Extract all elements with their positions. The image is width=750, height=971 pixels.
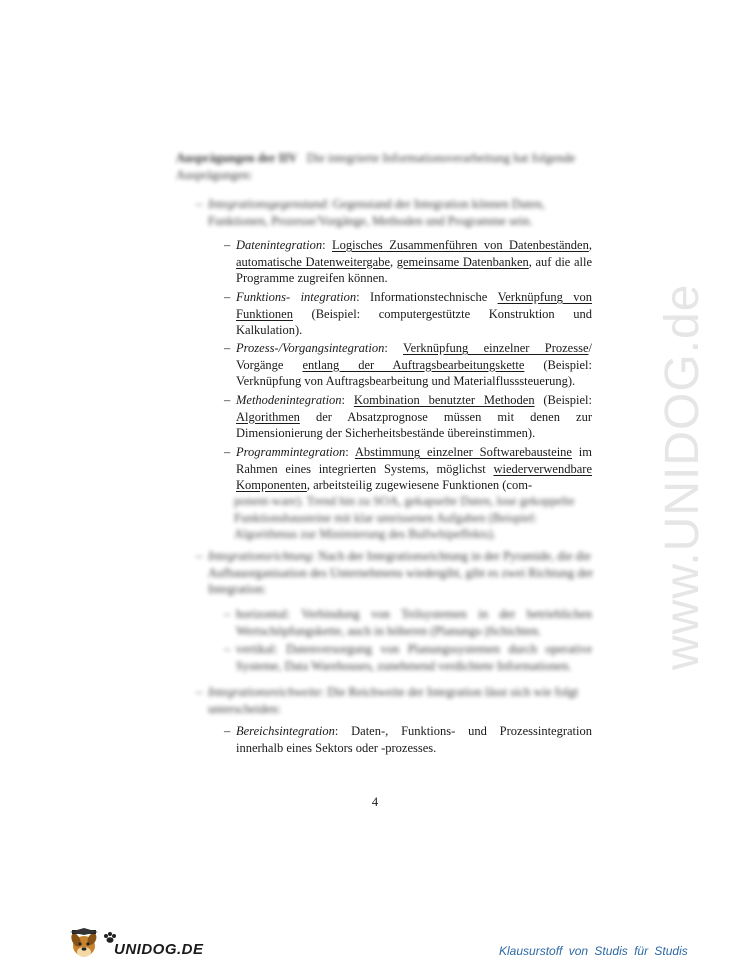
underlined-phrase: Verknüpfung von Funktionen xyxy=(236,290,592,321)
item-text: (Beispiel: xyxy=(534,393,592,407)
dash: – xyxy=(196,197,203,211)
intro-heading: Ausprägungen der IIV xyxy=(176,151,298,165)
intro-text: Die integrierte Informationsverarbeitung hat folgende Ausprägungen: xyxy=(176,151,576,182)
underlined-phrase: Abstimmung einzelner Softwarebausteine xyxy=(354,445,572,459)
group-term: Integrationsgegenstand xyxy=(208,197,327,211)
group-text: : Gegenstand der Integration können Daten, Funktionen, Prozesse/Vorgänge, Methoden und Programme sein. xyxy=(208,197,545,228)
item-datenintegration xyxy=(224,237,592,287)
dash: – xyxy=(196,549,203,563)
logo-text: UNIDOG.DE xyxy=(114,941,204,958)
blurred-continuation: ponent-ware). Trend hin zu SOA, gekapselte Daten, lose gekoppelte Funktionsbausteine mit klar umrissenen Aufgaben (Beispiel: Algorithmus zur Minimierung des Bullwhipeffekts). xyxy=(234,494,575,541)
underlined-phrase: Logisches Zusammenführen von Datenbeständen xyxy=(332,238,589,252)
item-term: Methodenintegration xyxy=(236,393,342,407)
underlined-phrase: Verknüpfung einzelner Prozesse xyxy=(403,341,589,355)
group-term: Integrationsrichtung xyxy=(208,549,312,563)
dash: – xyxy=(224,393,231,407)
dash: – xyxy=(224,341,231,355)
item-term: Bereichsintegration xyxy=(236,724,335,738)
dash: – xyxy=(196,685,203,699)
direction-item-horizontal xyxy=(224,606,592,639)
item-programmintegration xyxy=(224,444,592,494)
item-methodenintegration xyxy=(224,392,592,442)
item-text: : xyxy=(322,238,333,252)
underlined-phrase: Kombination benutzter Methoden xyxy=(353,393,535,407)
item-text: : xyxy=(384,341,403,355)
group-integrationsgegenstand xyxy=(196,196,596,229)
item-term: Funktions- integration xyxy=(236,290,357,304)
item-text: : Informationstechnische xyxy=(356,290,498,304)
group-text: : Die Reichweite der Integration lässt sich wie folgt unterscheiden: xyxy=(208,685,579,716)
footer-slogan: Klausurstoff von Studis für Studis xyxy=(499,944,688,958)
item-text: : xyxy=(341,393,354,407)
item-text: / Vorgänge xyxy=(236,341,592,372)
underlined-phrase: gemeinsame Datenbanken xyxy=(396,254,529,269)
dash: – xyxy=(224,290,231,304)
group-integrationsreichweite xyxy=(196,684,596,717)
dash: – xyxy=(224,607,231,621)
item-text: , xyxy=(390,254,397,269)
direction-text: horizontal: Verbindung von Teilsystemen in der betrieblichen Wertschöpfungskette, auch in höheren (Planungs-)Schichten. xyxy=(236,607,592,638)
group-integrationsrichtung xyxy=(196,548,596,598)
item-text: (Beispiel: Verknüpfung von Auftragsbearbeitung und Materialflusssteuerung). xyxy=(236,357,593,388)
item-text: der Absatzprognose müssen mit denen zur Dimensionierung der Sicherheitsbestände übereinstimmen). xyxy=(236,409,592,440)
item-text: , auf die alle Programme zugreifen können. xyxy=(236,254,593,285)
item-prozessintegration xyxy=(224,340,592,390)
item-term: Programmintegration xyxy=(236,445,346,459)
dash: – xyxy=(224,724,231,738)
item-term: Datenintegration xyxy=(236,238,323,252)
underlined-phrase: entlang der Auftragsbearbeitungskette xyxy=(302,357,525,372)
direction-item-vertikal xyxy=(224,641,592,674)
item-text: : xyxy=(345,445,355,459)
group-term: Integrationsreichweite xyxy=(208,685,321,699)
item-text: (Beispiel: computergestützte Konstruktion und Kalkulation). xyxy=(236,306,592,337)
item-bereichsintegration xyxy=(224,723,592,756)
underlined-phrase: wiederverwendbare Komponenten xyxy=(236,461,592,492)
direction-text: vertikal: Datenversorgung von Planungssystemen durch operative Systeme, Data Warehouses, zunehmend verdichtete Informationen. xyxy=(236,642,592,673)
dash: – xyxy=(224,238,231,252)
group-text: : Nach der Integrationsrichtung in der Pyramide, die die Aufbauorganisation des Unternehmens wiedergibt, gibt es zwei Richtung der Integration: xyxy=(208,549,594,596)
underlined-phrase: Algorithmen xyxy=(236,409,300,424)
dash: – xyxy=(224,445,231,459)
underlined-phrase: automatische Datenweitergabe xyxy=(236,254,391,269)
watermark-text: www.UNIDOG.de xyxy=(656,283,709,670)
item-text: im Rahmen eines integrierten Systems, möglichst xyxy=(236,445,592,476)
item-term: Prozess-/Vorgangsintegration xyxy=(236,341,385,355)
intro-paragraph xyxy=(176,150,596,183)
dash: – xyxy=(224,642,231,656)
item-text: : Daten-, Funktions- und Prozessintegration innerhalb eines Sektors oder -prozesses. xyxy=(236,724,592,755)
item-funktionsintegration xyxy=(224,289,592,339)
item-text: , xyxy=(588,238,592,252)
page-number: 4 xyxy=(371,795,379,809)
item-text: , arbeitsteilig zugewiesene Funktionen (com- xyxy=(306,478,533,492)
